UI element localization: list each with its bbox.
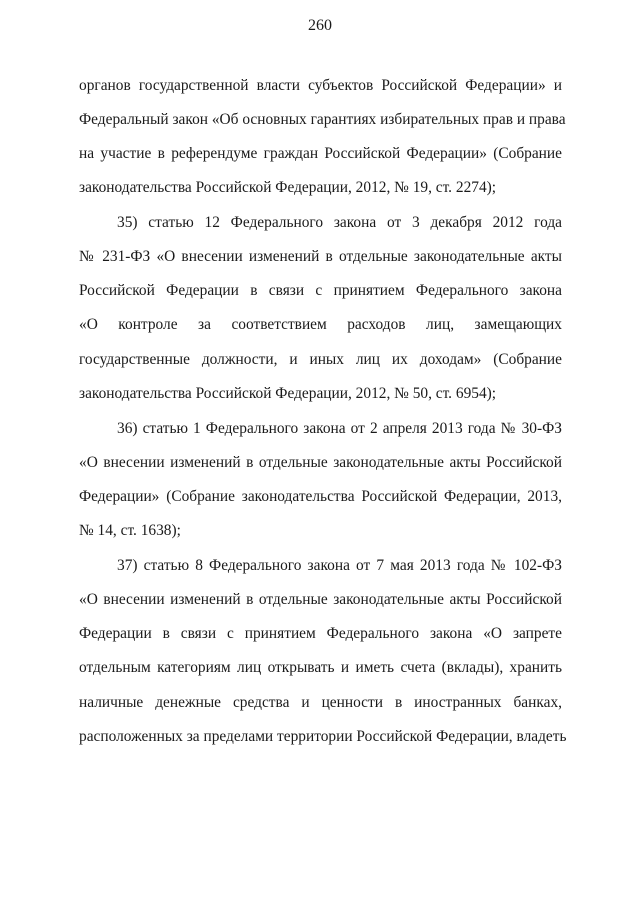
text-line: отдельным категориям лиц открывать и иметь счета (вклады), хранить [79, 659, 562, 676]
text-line: на участие в референдуме граждан Российской Федерации» (Собрание [79, 145, 562, 162]
text-line: № 14, ст. 1638); [79, 522, 181, 539]
text-line: наличные денежные средства и ценности в иностранных банках, [79, 694, 562, 711]
text-line: органов государственной власти субъектов Российской Федерации» и [79, 77, 562, 94]
text-line: № 231-ФЗ «О внесении изменений в отдельные законодательные акты [79, 248, 562, 265]
page-number: 260 [308, 17, 332, 34]
text-line: законодательства Российской Федерации, 2012, № 19, ст. 2274); [79, 179, 497, 196]
text-line: Российской Федерации в связи с принятием Федерального закона [79, 282, 562, 299]
text-line: расположенных за пределами территории Российской Федерации, владеть [79, 728, 567, 745]
text-line: 36) статью 1 Федерального закона от 2 апреля 2013 года № 30-ФЗ [117, 420, 562, 437]
text-line: Федерации» (Собрание законодательства Российской Федерации, 2013, [79, 488, 562, 505]
text-line: «О контроле за соответствием расходов лиц, замещающих [79, 316, 562, 333]
text-line: 37) статью 8 Федерального закона от 7 мая 2013 года № 102-ФЗ [117, 557, 562, 574]
text-line: Федеральный закон «Об основных гарантиях избирательных прав и права [79, 111, 566, 128]
text-line: «О внесении изменений в отдельные законодательные акты Российской [79, 454, 562, 471]
text-line: «О внесении изменений в отдельные законодательные акты Российской [79, 591, 562, 608]
text-line: 35) статью 12 Федерального закона от 3 декабря 2012 года [117, 214, 562, 231]
text-line: Федерации в связи с принятием Федерального закона «О запрете [79, 625, 562, 642]
text-line: законодательства Российской Федерации, 2012, № 50, ст. 6954); [79, 385, 497, 402]
text-line: государственные должности, и иных лиц их доходам» (Собрание [79, 351, 562, 368]
